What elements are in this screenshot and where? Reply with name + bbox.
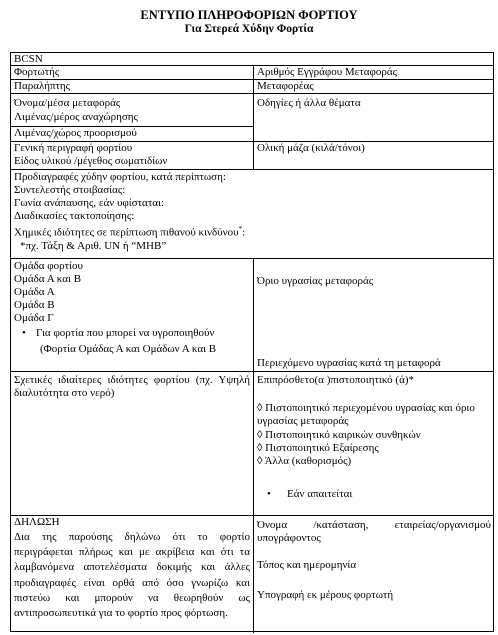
signature-label: Υπογραφή εκ μέρους φορτωτή (257, 589, 394, 601)
total-mass-label: Ολική μάζα (κιλά/τόνοι) (257, 142, 365, 154)
form-subtitle: Για Στερεά Χύδην Φορτία (184, 23, 314, 35)
bulk-specifications (14, 171, 484, 253)
certificate-list (257, 402, 491, 468)
material-type-label: Είδος υλικού /μέγεθος σωματιδίων (14, 155, 168, 167)
additional-certificates-label: Επιπρόσθετο(α )πιστοποιητικό (ά)* (257, 374, 415, 386)
certificate-item: ◊ Πιστοποιητικό καιρικών συνθηκών (257, 429, 421, 441)
colon: : (242, 226, 246, 239)
liquefy-bullet-text: Για φορτία που μπορεί να υγροποιηθούν (36, 327, 215, 339)
port-destination-label: Λιμένας/χώρος προορισμού (14, 127, 137, 139)
certificate-item: ◊ Πιστοποιητικό Εξαίρεσης (257, 442, 379, 454)
group-line: Ομάδα Α και Β (14, 273, 82, 285)
if-required (267, 488, 352, 501)
spec-line: Γωνία ανάπαυσης, εάν υφίσταται: (14, 197, 165, 209)
group-line: Ομάδα φορτίου (14, 260, 83, 272)
place-date-label: Τόπος και ημερομηνία (257, 559, 357, 571)
spec-line: Συντελεστής στοιβασίας: (14, 184, 126, 196)
cargo-information-form (10, 52, 494, 632)
group-line: Ομάδα Α (14, 286, 55, 298)
group-line: Ομάδα Γ (14, 312, 54, 324)
chemical-properties (14, 223, 484, 240)
chemical-note: *πχ. Τάξη & Αριθ. UN ή “MHB” (20, 239, 167, 252)
special-properties-label: Σχετικές ιδιαίτερες ιδιότητες φορτίου (πχ. Υψηλή διαλυτότητα στο νερό) (14, 374, 250, 399)
doc-number-label: Αριθμός Εγγράφου Μεταφοράς (257, 66, 397, 78)
spec-line: Προδιαγραφές χύδην φορτίου, κατά περίπτωση: (14, 171, 226, 183)
bullet-icon: • (22, 327, 26, 339)
bullet-icon: • (267, 488, 271, 500)
cargo-group (14, 260, 250, 356)
if-required-text: Εάν απαιτείται (287, 488, 353, 500)
form-title: ΕΝΤΥΠΟ ΠΛΗΡΟΦΟΡΙΩΝ ΦΟΡΤΙΟΥ (140, 8, 358, 22)
group-line: Ομάδα Β (14, 299, 55, 311)
declaration-text: Δια της παρούσης δηλώνω ότι το φορτίο περιγράφεται πλήρως και με ακρίβεια και ότι τα λαμβανόμενα αποτελέσματα δοκιμής και άλλες προδιαγραφές είναι ορθά από όσο γνωρίζω και πιστεύω και μπορούν να θεωρηθούν ως αντιπροσωπευτικά για το φορτίο προς φόρτωση. (14, 531, 250, 620)
carrier-label: Μεταφορέας (257, 80, 314, 92)
chemical-properties-label: Χημικές ιδιότητες σε περίπτωση πιθανού κινδύνου (14, 226, 239, 239)
footnote-mark: * (238, 225, 243, 233)
general-description-label: Γενική περιγραφή φορτίου (14, 142, 133, 154)
declaration-title: ΔΗΛΩΣΗ (14, 516, 60, 528)
moisture-content-label: Περιεχόμενο υγρασίας κατά τη μεταφορά (257, 357, 441, 369)
moisture-limit-label: Όριο υγρασίας μεταφοράς (257, 275, 374, 287)
port-departure-label: Λιμένας/μέρος αναχώρησης (14, 111, 138, 123)
signatory-name-label: Όνομα /κατάσταση, εταιρείας/οργανισμού υπογράφοντος (257, 519, 491, 544)
bcsn-code: BCSN (14, 53, 43, 65)
vessel-name-label: Όνομα/μέσα μεταφοράς (14, 97, 121, 109)
liquefy-bullet (14, 327, 250, 340)
certificate-item: ◊ Άλλα (καθορισμός) (257, 455, 352, 467)
consignee-label: Παραλήπτης (14, 80, 71, 92)
instructions-label: Οδηγίες ή άλλα θέματα (257, 97, 361, 109)
certificate-item: ◊ Πιστοποιητικό περιεχομένου υγρασίας και όριο υγρασίας μεταφοράς (257, 402, 475, 427)
shipper-label: Φορτωτής (14, 66, 60, 78)
liquefy-groups: (Φορτία Ομάδας Α και Ομάδων Α και Β (40, 343, 217, 355)
spec-line: Διαδικασίες τακτοποίησης: (14, 210, 135, 222)
form-header (0, 8, 498, 36)
